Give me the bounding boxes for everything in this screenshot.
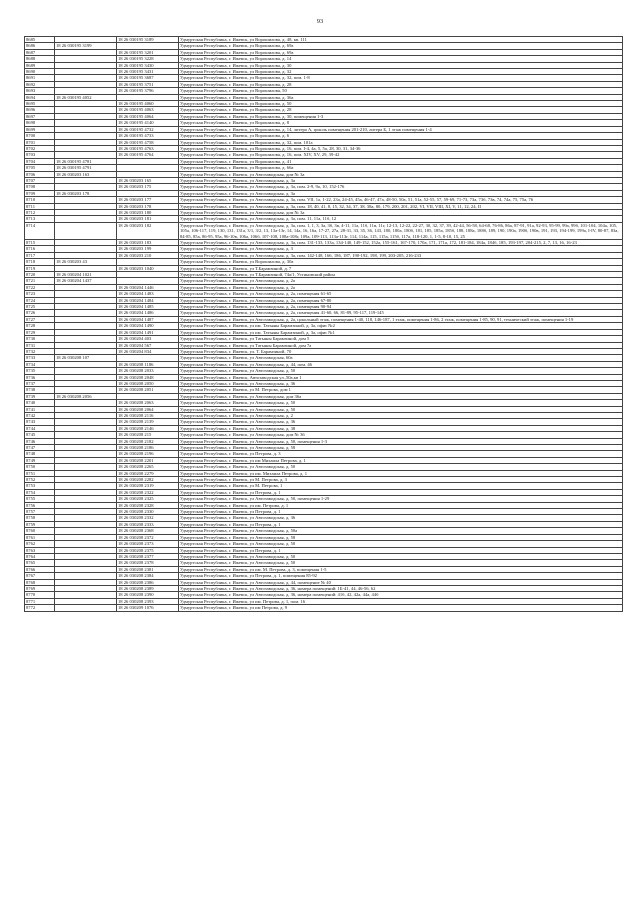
premises-cadastral-cell: 18 26 030195 3201 <box>117 49 179 55</box>
row-number-cell: 8758 <box>25 515 55 521</box>
row-number-cell: 8716 <box>25 246 55 252</box>
row-number-cell: 8730 <box>25 336 55 342</box>
premises-cadastral-cell: 18 26 030204 1486 <box>117 310 179 316</box>
address-cell: Удмуртская Республика, г. Ижевск, ул им. Михаила Петрова, д. 1 <box>179 470 623 476</box>
address-cell: Удмуртская Республика, г. Ижевск, ул Т.Барамзиной, 74а/1, Устиновский район <box>179 272 623 278</box>
address-cell: Удмуртская Республика, г. Ижевск, ул Автозаводская, д. 3а <box>179 190 623 196</box>
row-number-cell: 8714 <box>25 222 55 239</box>
premises-cadastral-cell: 18 26 030195 4060 <box>117 101 179 107</box>
row-number-cell: 8772 <box>25 605 55 611</box>
premises-cadastral-cell: 18 26 030203 165 <box>117 177 179 183</box>
address-cell: Удмуртская Республика, г. Ижевск, ул Автозаводская, д. 36, номера помещений: 41б, 42, 42а, 44а, 44б <box>179 592 623 598</box>
premises-cadastral-cell: 18 26 030208 2196 <box>117 451 179 457</box>
premises-cadastral-cell: 18 26 030208 2333 <box>117 521 179 527</box>
premises-cadastral-cell: 18 26 030208 2186 <box>117 445 179 451</box>
address-cell: Удмуртская Республика, г. Ижевск, ул Автозаводская, дом № 3а <box>179 171 623 177</box>
row-number-cell: 8704 <box>25 158 55 164</box>
premises-cadastral-cell: 18 26 030208 215 <box>117 432 179 438</box>
address-cell: Удмуртская Республика, г. Ижевск, ул Автозаводская, д. 3а, пом. 18, 40, 41, 8, 15, 32, 34, 37, 38, 38а, 80, 179, 200, 201, 202, VI, VII, VIII, XI, V, 11, 12, 24, II <box>179 203 623 209</box>
row-number-cell: 8761 <box>25 534 55 540</box>
premises-cadastral-cell: 18 26 030208 2033 <box>117 368 179 374</box>
premises-cadastral-cell: 18 26 030208 2116 <box>117 412 179 418</box>
row-number-cell: 8768 <box>25 579 55 585</box>
row-number-cell: 8689 <box>25 62 55 68</box>
address-cell: Удмуртская Республика, г. Ижевск, ул Автозаводская, д. 44, пом. 46 <box>179 361 623 367</box>
row-number-cell: 8771 <box>25 598 55 604</box>
premises-cadastral-cell: 18 26 030203 183 <box>117 240 179 246</box>
premises-cadastral-cell: 18 26 030208 2389 <box>117 585 179 591</box>
premises-cadastral-cell: 18 26 030209 1076 <box>117 605 179 611</box>
address-cell: Удмуртская Республика, г. Ижевск, ул. Т. Барамзиной, 70 <box>179 348 623 354</box>
address-cell: Удмуртская Республика, г. Ижевск, ул Автозаводская, д. 2а <box>179 284 623 290</box>
registry-table <box>24 36 623 612</box>
premises-cadastral-cell: 18 26 030208 2373 <box>117 541 179 547</box>
premises-cadastral-cell: 18 26 030203 182 <box>117 222 179 239</box>
address-cell: Удмуртская Республика, г. Ижевск, ул Автозаводская, д. 2а, цокольный этаж, помещения 1-40, 118, 146-187, 1 этаж, помещения 1-86, 2 этаж, помещения 1-85, 90, 91, технический этаж, помещения 1-19 <box>179 316 623 322</box>
address-cell: Удмуртская Республика, г. Ижевск, ул Петрова, д. 3 <box>179 451 623 457</box>
building-cadastral-cell: 18 26 030203 178 <box>55 190 117 196</box>
building-cadastral-cell: 18 26 030204 1021 <box>55 272 117 278</box>
address-cell: Удмуртская Республика, г. Ижевск, ул им Петрова, д. 9 <box>179 605 623 611</box>
row-number-cell: 8745 <box>25 432 55 438</box>
row-number-cell: 8733 <box>25 355 55 361</box>
row-number-cell: 8690 <box>25 69 55 75</box>
premises-cadastral-cell: 18 26 030203 181 <box>117 216 179 222</box>
row-number-cell: 8708 <box>25 184 55 190</box>
premises-cadastral-cell: 18 26 030195 3796 <box>117 88 179 94</box>
premises-cadastral-cell: 18 26 030208 2048 <box>117 374 179 380</box>
row-number-cell: 8734 <box>25 361 55 367</box>
row-number-cell: 8751 <box>25 470 55 476</box>
address-cell: Удмуртская Республика, г. Ижевск, ул Автозаводская, д. 50 <box>179 400 623 406</box>
premises-cadastral-cell: 18 26 030203 1040 <box>117 265 179 271</box>
row-number-cell: 8721 <box>25 278 55 284</box>
row-number-cell: 8720 <box>25 272 55 278</box>
address-cell: Удмуртская Республика, г. Ижевск, ул Татьяны Барамзиной, дом 7а <box>179 342 623 348</box>
row-number-cell: 8760 <box>25 528 55 534</box>
address-cell: Удмуртская Республика, г. Ижевск, ул М. Петрова, д. 3 <box>179 477 623 483</box>
row-number-cell: 8757 <box>25 509 55 515</box>
row-number-cell: 8732 <box>25 348 55 354</box>
premises-cadastral-cell: 18 26 030204 1487 <box>117 316 179 322</box>
premises-cadastral-cell: 18 26 030208 2393 <box>117 598 179 604</box>
premises-cadastral-cell: 18 26 030204 1483 <box>117 291 179 297</box>
row-number-cell: 8705 <box>25 165 55 171</box>
address-cell: Удмуртская Республика, г. Ижевск, ул Ворошилова, д. 14, литера А, цоколь помещения 201-210, литера Б, 1 этаж помещения 1-4 <box>179 126 623 132</box>
row-number-cell: 8691 <box>25 75 55 81</box>
address-cell: Удмуртская Республика, г. Ижевск, ул Петрова, д. 1, помещения 85-92 <box>179 573 623 579</box>
row-number-cell: 8722 <box>25 284 55 290</box>
address-cell: Удмуртская Республика, г. Ижевск, ул Ворошилова, 50 <box>179 88 623 94</box>
address-cell: Удмуртская Республика, г. Ижевск, ул Автозаводская, д. 58 <box>179 445 623 451</box>
row-number-cell: 8715 <box>25 240 55 246</box>
row-number-cell: 8743 <box>25 419 55 425</box>
row-number-cell: 8726 <box>25 310 55 316</box>
premises-cadastral-cell: 18 26 030204 1446 <box>117 284 179 290</box>
row-number-cell: 8698 <box>25 120 55 126</box>
premises-cadastral-cell: 18 26 030208 2330 <box>117 509 179 515</box>
row-number-cell: 8770 <box>25 592 55 598</box>
address-cell: Удмуртская Республика, г. Ижевск, ул Автозаводская, д. 2а, помещения 41-60, 66, 81-89, 95-117, 119-145 <box>179 310 623 316</box>
premises-cadastral-cell: 18 26 030208 2325 <box>117 496 179 502</box>
row-number-cell: 8725 <box>25 304 55 310</box>
premises-cadastral-cell: 18 26 030208 2282 <box>117 477 179 483</box>
address-cell: Удмуртская Республика, г. Ижевск, ул Автозаводская, д. 50 <box>179 406 623 412</box>
premises-cadastral-cell: 18 26 030195 4063 <box>117 107 179 113</box>
premises-cadastral-cell: 18 26 030208 2328 <box>117 502 179 508</box>
premises-cadastral-cell: 18 26 030203 180 <box>117 209 179 215</box>
row-number-cell: 8763 <box>25 547 55 553</box>
building-cadastral-cell: 18 26 030203 43 <box>55 259 117 265</box>
row-number-cell: 8686 <box>25 43 55 49</box>
row-number-cell: 8723 <box>25 291 55 297</box>
row-number-cell: 8729 <box>25 329 55 335</box>
premises-cadastral-cell: 18 26 030195 3228 <box>117 56 179 62</box>
address-cell: Удмуртская Республика, г. Ижевск, ул Ворошилова, д. 32, пом. 101а <box>179 139 623 145</box>
premises-cadastral-cell: 18 26 030208 2063 <box>117 400 179 406</box>
address-cell: Удмуртская Республика, г. Ижевск, ул Автозаводская, д. 50, помещения 1-3 <box>179 438 623 444</box>
address-cell: Удмуртская Республика, г. Ижевск, ул Автозаводская, д. 36 <box>179 515 623 521</box>
row-number-cell: 8693 <box>25 88 55 94</box>
row-number-cell: 8731 <box>25 342 55 348</box>
premises-cadastral-cell: 18 26 030208 2265 <box>117 464 179 470</box>
address-cell: Удмуртская Республика, г. Ижевск, ул Ворошилова, д. 8 <box>179 120 623 126</box>
address-cell: Удмуртская Республика, г. Ижевск, ул Автозаводская, д. 2а <box>179 278 623 284</box>
premises-cadastral-cell: 18 26 030208 2368 <box>117 528 179 534</box>
row-number-cell: 8754 <box>25 489 55 495</box>
premises-cadastral-cell: 18 26 030195 4732 <box>117 126 179 132</box>
address-cell: Удмуртская Республика, г. Ижевск, ул Ворошилова, д. 30 <box>179 62 623 68</box>
premises-cadastral-cell: 18 26 030208 2372 <box>117 534 179 540</box>
row-number-cell: 8697 <box>25 113 55 119</box>
row-number-cell: 8740 <box>25 400 55 406</box>
row-number-cell: 8753 <box>25 483 55 489</box>
premises-cadastral-cell: 18 26 030203 199 <box>117 246 179 252</box>
address-cell: Удмуртская Республика, г. Ижевск, ул Ворошилова, д. 28 <box>179 81 623 87</box>
premises-cadastral-cell: 18 26 030204 403 <box>117 336 179 342</box>
row-number-cell: 8769 <box>25 585 55 591</box>
address-cell: Удмуртская Республика, г. Ижевск, ул Автозаводская, д. 3а, пом. 1, 1, 3, 3а, 3б, 3в, 4-11, 11а, 11б, 11в, 11г, 12-13, 12-22, 22-27, 30, 32, 37, 39, 42-44, 56-58, 64-68, 76-86, 86а, 87-91, 91а, 92-93, 95-99, 99а, 99б, 101-104, 104а, 105, 105а, 106-117, 119, 130, 131, 131а, 3/1, 3/2, 13, 13а-13г, 14, 14а, 16, 16а, 17-27, 27а, 28-31, 33, 35, 36, 143, 180, 180а, 180б, 181, 185, 185а, 185б, 188, 188а, 188б, 189, 190, 190а, 190б, 190в, 191, 193, 194-199, 199а, I-IV, 80-87, 83а, 84-85, 85а, 86-95, 95а, 96-10в, 106а, 106б, 107-108, 108а-108г, 109а, 109-113, 113а-113г, 114, 114а, 115, 115а, 115б, 117а, 118-120, 1, 1-5, 8-10, 15, 25 <box>179 222 623 239</box>
premises-cadastral-cell: 18 26 030195 4758 <box>117 139 179 145</box>
premises-cadastral-cell: 18 26 030195 3430 <box>117 62 179 68</box>
address-cell: Удмуртская Республика, г. Ижевск, ул им. М. Петрова, д. 3, помещения 1-5 <box>179 566 623 572</box>
premises-cadastral-cell: 18 26 030208 2182 <box>117 438 179 444</box>
premises-cadastral-cell: 18 26 030195 4733 <box>117 133 179 139</box>
address-cell: Удмуртская Республика, г. Ижевск, Автозаводская ул.,50а,кв 1 <box>179 374 623 380</box>
row-number-cell: 8718 <box>25 259 55 265</box>
building-cadastral-cell <box>55 222 117 239</box>
building-cadastral-cell: 18 26 030195 3199 <box>55 43 117 49</box>
row-number-cell: 8706 <box>25 171 55 177</box>
premises-cadastral-cell: 18 26 030195 3431 <box>117 69 179 75</box>
row-number-cell: 8737 <box>25 380 55 386</box>
address-cell: Удмуртская Республика, г. Ижевск, ул Автозаводская, д. 44, помещение № 40 <box>179 579 623 585</box>
row-number-cell: 8702 <box>25 145 55 151</box>
premises-cadastral-cell: 18 26 030208 2332 <box>117 515 179 521</box>
address-cell: Удмуртская Республика, г. Ижевск, ул М. Петрова, 1 <box>179 483 623 489</box>
premises-cadastral-cell: 18 26 030204 567 <box>117 342 179 348</box>
address-cell: Удмуртская Республика, г. Ижевск, ул Автозаводская, д. 36 <box>179 419 623 425</box>
address-cell: Удмуртская Республика, г. Ижевск, ул Автозаводская, дом 36а <box>179 393 623 399</box>
address-cell: Удмуртская Республика, г. Ижевск, ул Автозаводская, д. 58 <box>179 534 623 540</box>
row-number-cell: 8717 <box>25 252 55 258</box>
premises-cadastral-cell: 18 26 030203 175 <box>117 184 179 190</box>
building-cadastral-cell: 18 26 030204 1437 <box>55 278 117 284</box>
building-cadastral-cell: 18 26 030195 4791 <box>55 165 117 171</box>
row-number-cell: 8701 <box>25 139 55 145</box>
address-cell: Удмуртская Республика, г. Ижевск, ул М. Петрова, дом 1 <box>179 387 623 393</box>
address-cell: Удмуртская Республика, г. Ижевск, ул Ворошилова, д. 30, помещения 1-3 <box>179 113 623 119</box>
row-number-cell: 8739 <box>25 393 55 399</box>
building-cadastral-cell: 18 26 030208 2056 <box>55 393 117 399</box>
address-cell: Удмуртская Республика, г. Ижевск, ул Ворошилова, д. 32, пом. 1-8 <box>179 75 623 81</box>
address-cell: Удмуртская Республика, г. Ижевск, ул Автозаводская, д. 3а, пом. 142-148, 166, 186, 187, 190-192, 198, 199, 203-205, 216-233 <box>179 252 623 258</box>
registry-table-body <box>25 37 623 612</box>
row-number-cell: 8747 <box>25 445 55 451</box>
row-number-cell: 8713 <box>25 216 55 222</box>
address-cell: Удмуртская Республика, г. Ижевск, ул Автозаводская, д. 50 <box>179 541 623 547</box>
address-cell: Удмуртская Республика, г. Ижевск, ул Автозаводская, д. 36 <box>179 380 623 386</box>
premises-cadastral-cell: 18 26 030208 2390 <box>117 592 179 598</box>
row-number-cell: 8736 <box>25 374 55 380</box>
address-cell: Удмуртская Республика, г. Ижевск, ул Автозаводская, д. 50а <box>179 528 623 534</box>
address-cell: Удмуртская Республика, г. Ижевск, ул Автозаводская, д. 50, помещения 1-29 <box>179 496 623 502</box>
address-cell: Удмуртская Республика, г. Ижевск, ул Автозаводская, дом № 36 <box>179 432 623 438</box>
row-number-cell: 8741 <box>25 406 55 412</box>
address-cell: Удмуртская Республика, г. Ижевск, ул Автозаводская, д. 2а, помещения 90-94 <box>179 304 623 310</box>
row-number-cell: 8685 <box>25 37 55 43</box>
premises-cadastral-cell: 18 26 030208 2322 <box>117 489 179 495</box>
premises-cadastral-cell: 18 26 030195 3751 <box>117 81 179 87</box>
premises-cadastral-cell: 18 26 030195 4064 <box>117 113 179 119</box>
row-number-cell: 8695 <box>25 101 55 107</box>
premises-cadastral-cell: 18 26 030195 4764 <box>117 152 179 158</box>
address-cell: Удмуртская Республика, г. Ижевск, ул Автозаводская, д. 50 <box>179 560 623 566</box>
row-number-cell: 8746 <box>25 438 55 444</box>
address-cell: Удмуртская Республика, г. Ижевск, ул Ворошилова, д. 66а <box>179 165 623 171</box>
premises-cadastral-cell: 18 26 030208 2279 <box>117 470 179 476</box>
row-number-cell: 8696 <box>25 107 55 113</box>
row-number-cell: 8752 <box>25 477 55 483</box>
row-number-cell: 8687 <box>25 49 55 55</box>
address-cell: Удмуртская Республика, г. Ижевск, ул Автозаводская, д. 2а, помещения 67-80 <box>179 297 623 303</box>
row-number-cell: 8694 <box>25 94 55 100</box>
address-cell: Удмуртская Республика, г. Ижевск, ул Автозаводская, д. 36, номера помещений: 1Б-41, 44, 46-56, 62 <box>179 585 623 591</box>
address-cell: Удмуртская Республика, г. Ижевск, ул Автозаводская, д. 2а, помещения 61-65 <box>179 291 623 297</box>
address-cell: Удмуртская Республика, г. Ижевск, ул Ворошилова, д. 36а <box>179 94 623 100</box>
table-row <box>25 605 623 611</box>
address-cell: Удмуртская Республика, г. Ижевск, ул Автозаводская, дом № 3а <box>179 209 623 215</box>
premises-cadastral-cell: 18 26 030204 1484 <box>117 297 179 303</box>
row-number-cell: 8709 <box>25 190 55 196</box>
address-cell: Удмуртская Республика, г. Ижевск, ул им Михаила Петрова, д. 1 <box>179 457 623 463</box>
row-number-cell: 8742 <box>25 412 55 418</box>
address-cell: Удмуртская Республика, г. Ижевск, ул им. Татьяны Барамзиной, д. 3а, офис №2 <box>179 323 623 329</box>
row-number-cell: 8762 <box>25 541 55 547</box>
row-number-cell: 8712 <box>25 209 55 215</box>
row-number-cell: 8728 <box>25 323 55 329</box>
row-number-cell: 8699 <box>25 126 55 132</box>
address-cell: Удмуртская Республика, г. Ижевск, ул Петрова, д. 1 <box>179 521 623 527</box>
address-cell: Удмуртская Республика, г. Ижевск, ул Ворошилова, д. 50 <box>179 101 623 107</box>
premises-cadastral-cell: 18 26 030203 178 <box>117 203 179 209</box>
premises-cadastral-cell: 18 26 030203 210 <box>117 252 179 258</box>
page-number: 93 <box>316 18 324 25</box>
address-cell: Удмуртская Республика, г. Ижевск, ул Автозаводская, д. 3а, пом. 11, 11а, 11б, 12 <box>179 216 623 222</box>
premises-cadastral-cell: 18 26 030208 2375 <box>117 547 179 553</box>
row-number-cell: 8756 <box>25 502 55 508</box>
premises-cadastral-cell: 18 26 030208 2381 <box>117 566 179 572</box>
address-cell: Удмуртская Республика, г. Ижевск, ул им. Татьяны Барамзиной, д. 3а, офис №1 <box>179 329 623 335</box>
premises-cadastral-cell: 18 26 030208 2050 <box>117 380 179 386</box>
premises-cadastral-cell: 18 26 030208 2378 <box>117 560 179 566</box>
row-number-cell: 8707 <box>25 177 55 183</box>
row-number-cell: 8738 <box>25 387 55 393</box>
address-cell: Удмуртская Республика, г. Ижевск, ул Петрова, д. 1 <box>179 509 623 515</box>
premises-cadastral-cell: 18 26 030195 3687 <box>117 75 179 81</box>
table-row <box>25 222 623 239</box>
row-number-cell: 8759 <box>25 521 55 527</box>
address-cell: Удмуртская Республика, г. Ижевск, ул Ворошилова, д. 6 <box>179 133 623 139</box>
premises-cadastral-cell: 18 26 030203 177 <box>117 197 179 203</box>
premises-cadastral-cell: 18 26 030204 834 <box>117 348 179 354</box>
premises-cadastral-cell: 18 26 030208 2386 <box>117 579 179 585</box>
address-cell: Удмуртская Республика, г. Ижевск, ул Ворошилова, д. 14 <box>179 56 623 62</box>
row-number-cell: 8688 <box>25 56 55 62</box>
address-cell: Удмуртская Республика, г. Ижевск, ул Т.Барамзиной, д. 7 <box>179 265 623 271</box>
address-cell: Удмуртская Республика, г. Ижевск, ул Ворошилова, д. 32 <box>179 69 623 75</box>
address-cell: Удмуртская Республика, г. Ижевск, ул им. Петрова, д. 1, пом. 16 <box>179 598 623 604</box>
address-cell: Удмуртская Республика, г. Ижевск, ул Ворошилова, д. 69а <box>179 49 623 55</box>
address-cell: Удмуртская Республика, г. Ижевск, ул Автозаводская, д. 2 <box>179 412 623 418</box>
building-cadastral-cell: 18 26 030203 163 <box>55 171 117 177</box>
row-number-cell: 8755 <box>25 496 55 502</box>
premises-cadastral-cell: 18 26 030195 4140 <box>117 120 179 126</box>
address-cell: Удмуртская Республика, г. Ижевск, ул Ворошилова, д. 30а <box>179 259 623 265</box>
row-number-cell: 8766 <box>25 566 55 572</box>
premises-cadastral-cell: 18 26 030208 2051 <box>117 387 179 393</box>
address-cell: Удмуртская Республика, г. Ижевск, ул Автозаводская, д. 3а, пом. VII, 1а, 1-22, 23а, 24-45, 45а, 46-47, 47а, 48-50, 50а, 51, 51а, 52-55, 57, 59-69, 71-73, 73а, 73б, 73в, 74, 74а, 75, 75а, 76 <box>179 197 623 203</box>
address-cell: Удмуртская Республика, г. Ижевск, ул Ворошилова, д. 48, кв. 111 <box>179 37 623 43</box>
premises-cadastral-cell: 18 26 030208 2064 <box>117 406 179 412</box>
address-cell: Удмуртская Республика, г. Ижевск, ул Автозаводская, 60а <box>179 355 623 361</box>
registry-sheet <box>24 36 622 612</box>
address-cell: Удмуртская Республика, г. Ижевск, ул Татьяны Барамзиной, дом 5 <box>179 336 623 342</box>
row-number-cell: 8750 <box>25 464 55 470</box>
row-number-cell: 8719 <box>25 265 55 271</box>
address-cell: Удмуртская Республика, г. Ижевск, ул им. Петрова, д. 1 <box>179 502 623 508</box>
premises-cadastral-cell: 18 26 030208 2319 <box>117 483 179 489</box>
premises-cadastral-cell: 18 26 030204 1485 <box>117 304 179 310</box>
address-cell: Удмуртская Республика, г. Ижевск, ул Петрова, д. 1 <box>179 547 623 553</box>
row-number-cell: 8724 <box>25 297 55 303</box>
address-cell: Удмуртская Республика, г. Ижевск, ул Автозаводская, д. 3 <box>179 246 623 252</box>
row-number-cell: 8710 <box>25 197 55 203</box>
address-cell: Удмуртская Республика, г. Ижевск, ул Автозаводская, д. 3а <box>179 177 623 183</box>
row-number-cell: 8765 <box>25 560 55 566</box>
row-number-cell: 8764 <box>25 553 55 559</box>
premises-cadastral-cell: 18 26 030208 2377 <box>117 553 179 559</box>
building-cadastral-cell: 18 26 030208 107 <box>55 355 117 361</box>
address-cell: Удмуртская Республика, г. Ижевск, ул Ворошилова, д. 16, пом. I-4, 4а, 5, 5а, 28, 30, 31, 34-36 <box>179 145 623 151</box>
address-cell: Удмуртская Республика, г. Ижевск, ул Автозаводская, д. 3а, пом. 131-133, 133а, 134-140, 149-152, 152а, 155-161, 167-170, 170а, 171, 171а, 172, 181-184, 184а, 184б, 185, 193-197, 204-215, 2, 7, 13, 16, 16-23 <box>179 240 623 246</box>
premises-cadastral-cell: 18 26 030208 2201 <box>117 457 179 463</box>
building-cadastral-cell: 18 26 030195 4052 <box>55 94 117 100</box>
premises-cadastral-cell: 18 26 030208 2384 <box>117 573 179 579</box>
premises-cadastral-cell: 18 26 030204 1491 <box>117 329 179 335</box>
premises-cadastral-cell: 18 26 030208 2139 <box>117 419 179 425</box>
premises-cadastral-cell: 18 26 030195 3189 <box>117 37 179 43</box>
row-number-cell: 8711 <box>25 203 55 209</box>
address-cell: Удмуртская Республика, г. Ижевск, ул Автозаводская, д. 50 <box>179 464 623 470</box>
row-number-cell: 8735 <box>25 368 55 374</box>
address-cell: Удмуртская Республика, г. Ижевск, ул Ворошилова, д. 69а <box>179 43 623 49</box>
address-cell: Удмуртская Республика, г. Ижевск, ул Ворошилова, д. 16, пом. XIV, XV, 29, 39-42 <box>179 152 623 158</box>
row-number-cell: 8727 <box>25 316 55 322</box>
premises-cadastral-cell: 18 26 030195 4763 <box>117 145 179 151</box>
building-cadastral-cell <box>55 605 117 611</box>
row-number-cell: 8767 <box>25 573 55 579</box>
premises-cadastral-cell: 18 26 030208 2146 <box>117 425 179 431</box>
address-cell: Удмуртская Республика, г. Ижевск, ул Автозаводская, д. 50 <box>179 368 623 374</box>
premises-cadastral-cell: 18 26 030208 1186 <box>117 361 179 367</box>
address-cell: Удмуртская Республика, г. Ижевск, ул Ворошилова, д. 28 <box>179 107 623 113</box>
row-number-cell: 8749 <box>25 457 55 463</box>
address-cell: Удмуртская Республика, г. Ижевск, ул Автозаводская, д. 50 <box>179 553 623 559</box>
address-cell: Удмуртская Республика, г. Ижевск, ул Петрова, д. 1 <box>179 489 623 495</box>
row-number-cell: 8744 <box>25 425 55 431</box>
row-number-cell: 8748 <box>25 451 55 457</box>
row-number-cell: 8700 <box>25 133 55 139</box>
row-number-cell: 8703 <box>25 152 55 158</box>
address-cell: Удмуртская Республика, г. Ижевск, ул Ворошилова, д. 41 <box>179 158 623 164</box>
address-cell: Удмуртская Республика, г. Ижевск, ул Автозаводская, д. 3а, пом. 2-9, 9а, 10, 152-176 <box>179 184 623 190</box>
premises-cadastral-cell: 18 26 030204 1490 <box>117 323 179 329</box>
building-cadastral-cell: 18 26 030195 4781 <box>55 158 117 164</box>
address-cell: Удмуртская Республика, г. Ижевск, ул Автозаводская, д. 38 <box>179 425 623 431</box>
row-number-cell: 8692 <box>25 81 55 87</box>
